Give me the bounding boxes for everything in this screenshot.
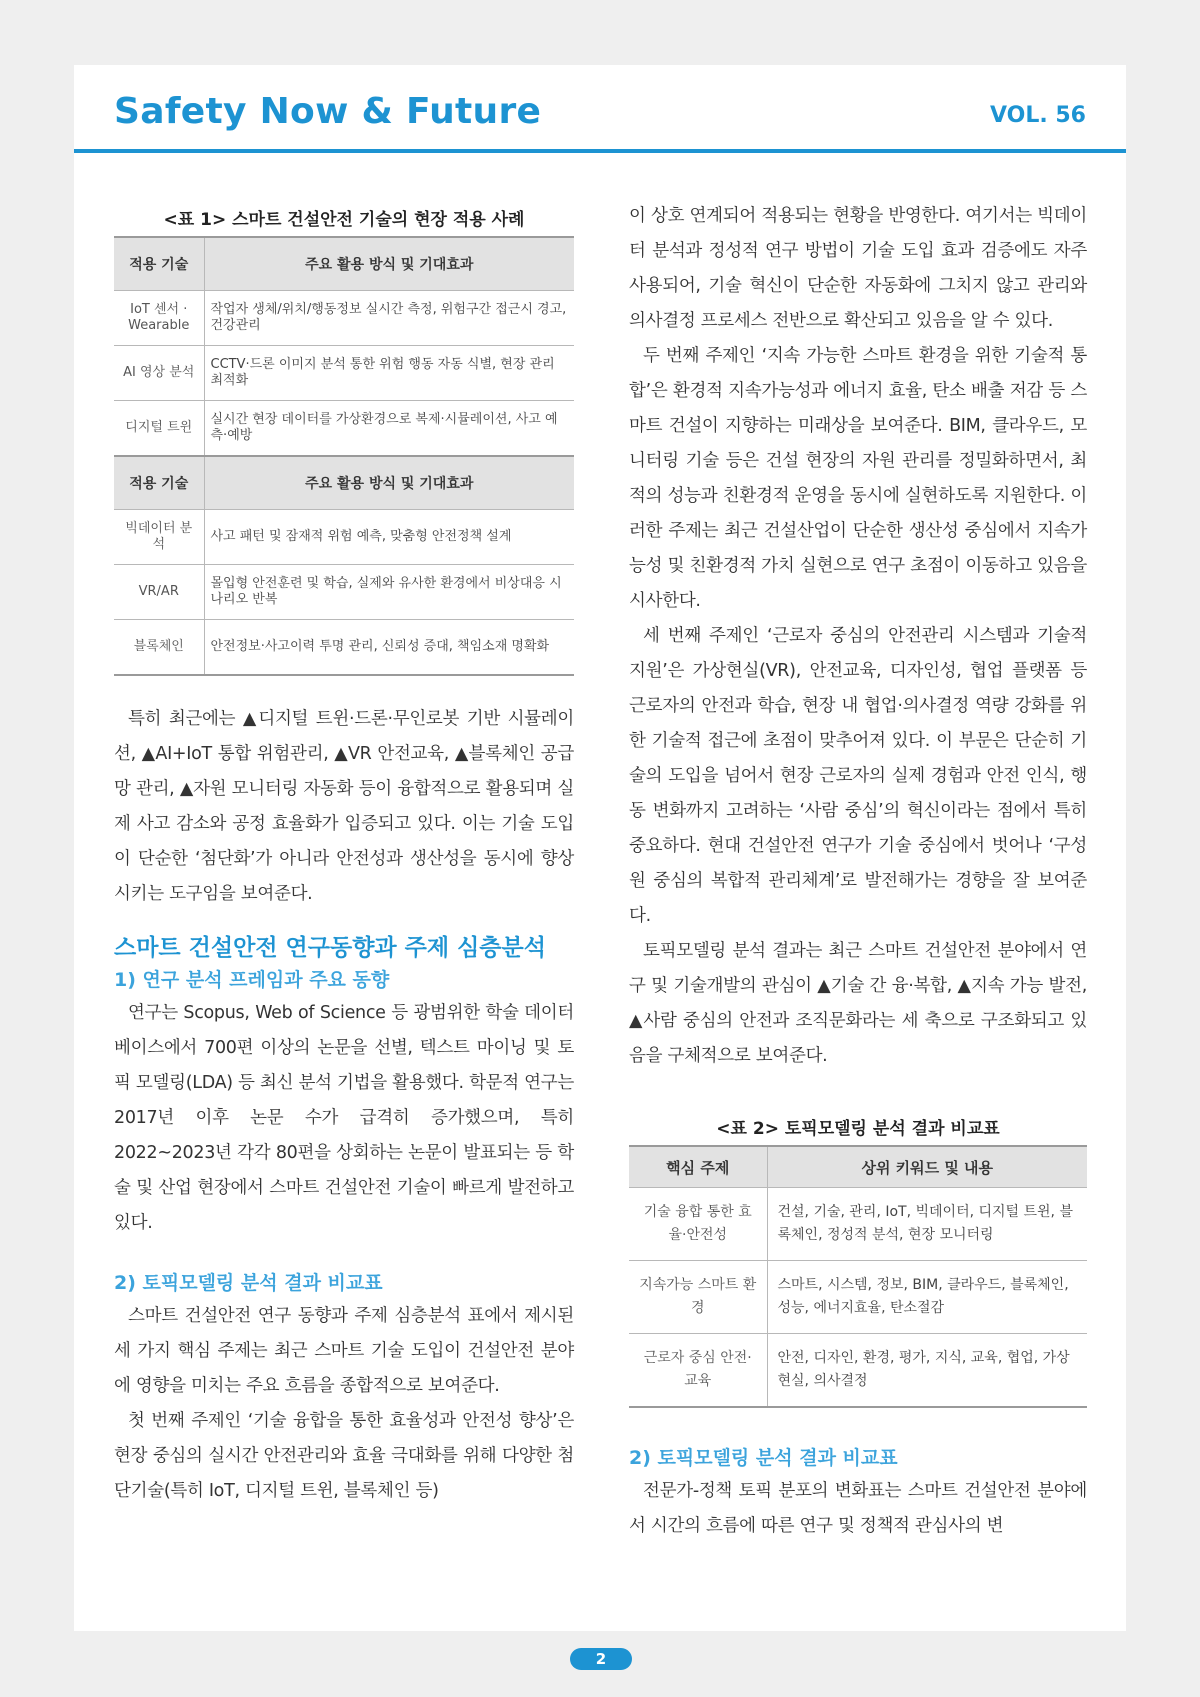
- table-header-cell: 적용 기술: [114, 237, 204, 291]
- table-cell: 사고 패턴 및 잠재적 위험 예측, 맞춤형 안전정책 설계: [204, 510, 574, 565]
- page-number-badge: 2: [570, 1648, 632, 1670]
- table-row: [114, 620, 574, 676]
- table-header-row: [114, 456, 574, 510]
- body-paragraph: 두 번째 주제인 ‘지속 가능한 스마트 환경을 위한 기술적 통합’은 환경적 지속가능성과 에너지 효율, 탄소 배출 저감 등 스마트 건설이 지향하는 미래상을 보여준다. BIM, 클라우드, 모니터링 기술 등은 건설 현장의 자원 관리를 정밀화하면서, 최적의 성능과 친환경적 운영을 동시에 실현하도록 지원한다. 이러한 주제는 최근 건설산업이 단순한 생산성 중심에서 지속가능성 및 친환경적 가치 실현으로 연구 초점이 이동하고 있음을 시사한다.: [629, 346, 1087, 611]
- table-cell: 지속가능 스마트 환경: [629, 1261, 767, 1334]
- section-heading: 스마트 건설안전 연구동향과 주제 심층분석: [114, 935, 546, 961]
- table-cell: 블록체인: [114, 620, 204, 676]
- table-row: [114, 346, 574, 401]
- table-row: [114, 510, 574, 565]
- table-cell: 스마트, 시스템, 정보, BIM, 클라우드, 블록체인, 성능, 에너지효율, 탄소절감: [767, 1261, 1087, 1334]
- body-paragraph: 특히 최근에는 ▲디지털 트윈·드론·무인로봇 기반 시뮬레이션, ▲AI+IoT 통합 위험관리, ▲VR 안전교육, ▲블록체인 공급망 관리, ▲자원 모니터링 자동화 등이 융합적으로 활용되며 실제 사고 감소와 공정 효율화가 입증되고 있다. 이는 기술 도입이 단순한 ‘첨단화’가 아니라 안전성과 생산성을 동시에 향상시키는 도구임을 보여준다.: [114, 709, 574, 904]
- table-header-cell: 상위 키워드 및 내용: [767, 1146, 1087, 1188]
- table-cell: IoT 센서 · Wearable: [114, 291, 204, 346]
- table-cell: 몰입형 안전훈련 및 학습, 실제와 유사한 환경에서 비상대응 시나리오 반복: [204, 565, 574, 620]
- table-header-cell: 주요 활용 방식 및 기대효과: [204, 237, 574, 291]
- body-paragraph: 첫 번째 주제인 ‘기술 융합을 통한 효율성과 안전성 향상’은 현장 중심의 실시간 안전관리와 효율 극대화를 위해 다양한 첨단기술(특히 IoT, 디지털 트윈, 블록체인 등): [114, 1411, 574, 1501]
- table-row: [114, 291, 574, 346]
- left-column: [114, 205, 574, 1509]
- table-cell: 근로자 중심 안전·교육: [629, 1334, 767, 1408]
- table2-caption: <표 2> 토픽모델링 분석 결과 비교표: [716, 1119, 1000, 1139]
- table-row: [114, 565, 574, 620]
- body-paragraph: 이 상호 연계되어 적용되는 현황을 반영한다. 여기서는 빅데이터 분석과 정성적 연구 방법이 기술 도입 효과 검증에도 자주 사용되어, 기술 혁신이 단순한 자동화에 그치지 않고 관리와 의사결정 프로세스 전반으로 확산되고 있음을 알 수 있다.: [629, 206, 1087, 331]
- body-paragraph: 세 번째 주제인 ‘근로자 중심의 안전관리 시스템과 기술적 지원’은 가상현실(VR), 안전교육, 디자인성, 협업 플랫폼 등 근로자의 안전과 학습, 현장 내 협업·의사결정 역량 강화를 위한 기술적 접근에 초점이 맞추어져 있다. 이 부문은 단순히 기술의 도입을 넘어서 현장 근로자의 실제 경험과 안전 인식, 행동 변화까지 고려하는 ‘사람 중심’의 혁신이라는 점에서 특히 중요하다. 현대 건설안전 연구가 기술 중심에서 벗어나 ‘구성원 중심의 복합적 관리체계’로 발전해가는 경향을 잘 보여준다.: [629, 626, 1087, 926]
- subsection-heading: 2) 토픽모델링 분석 결과 비교표: [114, 1272, 383, 1294]
- magazine-title: Safety Now & Future: [114, 91, 542, 132]
- table-header-row: [114, 237, 574, 291]
- table-cell: 안전, 디자인, 환경, 평가, 지식, 교육, 협업, 가상현실, 의사결정: [767, 1334, 1087, 1408]
- table1: [114, 236, 574, 676]
- table-header-cell: 주요 활용 방식 및 기대효과: [204, 456, 574, 510]
- table-header-cell: 핵심 주제: [629, 1146, 767, 1188]
- table-header-cell: 적용 기술: [114, 456, 204, 510]
- table-cell: 안전정보·사고이력 투명 관리, 신뢰성 증대, 책임소재 명확화: [204, 620, 574, 676]
- subsection-heading: 2) 토픽모델링 분석 결과 비교표: [629, 1447, 898, 1469]
- right-column: [629, 199, 1087, 1544]
- table-cell: 작업자 생체/위치/행동정보 실시간 측정, 위험구간 접근시 경고, 건강관리: [204, 291, 574, 346]
- table-cell: VR/AR: [114, 565, 204, 620]
- table-cell: CCTV·드론 이미지 분석 통한 위험 행동 자동 식별, 현장 관리 최적화: [204, 346, 574, 401]
- document-page: [74, 65, 1126, 1631]
- table-header-row: [629, 1146, 1087, 1188]
- body-paragraph: 스마트 건설안전 연구 동향과 주제 심층분석 표에서 제시된 세 가지 핵심 주제는 최근 스마트 기술 도입이 건설안전 분야에 영향을 미치는 주요 흐름을 종합적으로 보여준다.: [114, 1306, 574, 1396]
- body-paragraph: 토픽모델링 분석 결과는 최근 스마트 건설안전 분야에서 연구 및 기술개발의 관심이 ▲기술 간 융·복합, ▲지속 가능 발전, ▲사람 중심의 안전과 조직문화라는 세 축으로 구조화되고 있음을 구체적으로 보여준다.: [629, 941, 1087, 1066]
- body-paragraph: 연구는 Scopus, Web of Science 등 광범위한 학술 데이터베이스에서 700편 이상의 논문을 선별, 텍스트 마이닝 및 토픽 모델링(LDA) 등 최신 분석 기법을 활용했다. 학문적 연구는 2017년 이후 논문 수가 급격히 증가했으며, 특히 2022~2023년 각각 80편을 상회하는 논문이 발표되는 등 학술 및 산업 현장에서 스마트 건설안전 기술이 빠르게 발전하고 있다.: [114, 1003, 574, 1233]
- table-cell: AI 영상 분석: [114, 346, 204, 401]
- table1-caption: <표 1> 스마트 건설안전 기술의 현장 적용 사례: [163, 210, 525, 230]
- table-row: [629, 1334, 1087, 1408]
- table-row: [629, 1188, 1087, 1261]
- table-cell: 실시간 현장 데이터를 가상환경으로 복제·시뮬레이션, 사고 예측·예방: [204, 401, 574, 457]
- table-cell: 빅데이터 분석: [114, 510, 204, 565]
- table-row: [629, 1261, 1087, 1334]
- table2: [629, 1145, 1087, 1408]
- header-divider: [74, 149, 1126, 153]
- body-paragraph: 전문가-정책 토픽 분포의 변화표는 스마트 건설안전 분야에서 시간의 흐름에 따른 연구 및 정책적 관심사의 변: [629, 1481, 1087, 1536]
- table-cell: 건설, 기술, 관리, IoT, 빅데이터, 디지털 트윈, 블록체인, 정성적 분석, 현장 모니터링: [767, 1188, 1087, 1261]
- table-cell: 디지털 트윈: [114, 401, 204, 457]
- table-row: [114, 401, 574, 457]
- subsection-heading: 1) 연구 분석 프레임과 주요 동향: [114, 969, 390, 991]
- volume-label: VOL. 56: [990, 103, 1086, 128]
- table-cell: 기술 융합 통한 효율·안전성: [629, 1188, 767, 1261]
